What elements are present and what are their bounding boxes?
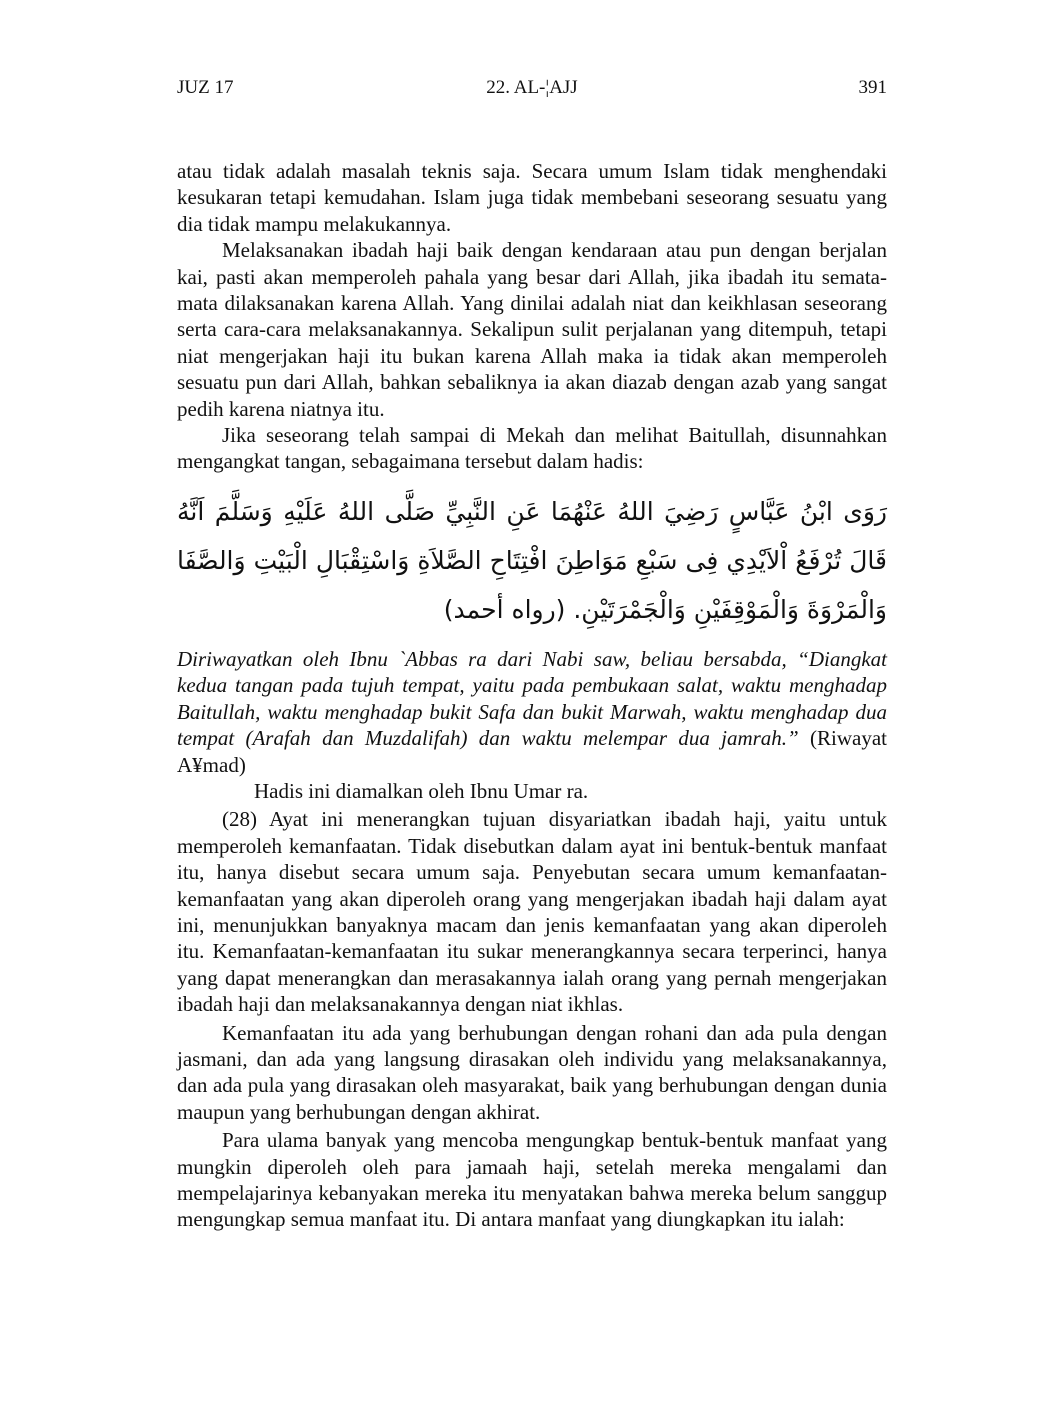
- translation-text: Diriwayatkan oleh Ibnu `Abbas ra dari Nabi saw, beliau bersabda, “Diangkat kedua tangan pada tujuh tempat, yaitu pada pembukaan salat, waktu menghadap Baitullah, waktu menghadap bukit Safa dan bukit Marwah, waktu menghadap dua tempat (Arafah dan Muzdalifah) dan waktu melempar dua jamrah.”: [177, 646, 887, 751]
- hadith-translation: [177, 646, 887, 778]
- paragraph-2: Melaksanakan ibadah haji baik dengan kendaraan atau pun dengan berjalan kai, pasti akan memperoleh pahala yang besar dari Allah, jika ibadah itu semata-mata dilaksanakan karena Allah. Yang dinilai adalah niat dan keikhlasan seseorang serta cara-cara melaksanakannya. Sekalipun sulit perjalanan yang ditempuh, tetapi niat mengerjakan haji itu bukan karena Allah maka ia tidak akan memperoleh sesuatu pun dari Allah, bahkan sebaliknya ia akan diazab dengan azab yang sangat pedih karena niatnya itu.: [177, 238, 887, 421]
- juz-label: JUZ 17: [177, 77, 234, 98]
- paragraph-3: Jika seseorang telah sampai di Mekah dan melihat Baitullah, disunnahkan mengangkat tangan, sebagaimana tersebut dalam hadis:: [177, 423, 887, 474]
- surah-title: 22. AL-¦AJJ: [486, 77, 578, 98]
- arabic-hadith: رَوَى ابْنُ عَبَّاسٍ رَضِيَ اللهُ عَنْهُمَا عَنِ النَّبِيِّ صَلَّى اللهُ عَلَيْهِ وَسَلَّمَ اَنَّهُ قَالَ تُرْفَعُ اْلاَيْدِي فِى سَبْعِ مَوَاطِنَ افْتِتَاحِ الصَّلاَةِ وَاسْتِقْبَالِ الْبَيْتِ وَالصَّفَا وَالْمَرْوَةَ وَالْمَوْقِفَيْنِ وَالْجَمْرَتَيْنِ. (رواه أحمد): [177, 496, 887, 624]
- paragraph-5: Kemanfaatan itu ada yang berhubungan dengan rohani dan ada pula dengan jasmani, dan ada yang langsung dirasakan oleh individu yang melaksanakannya, dan ada pula yang dirasakan oleh masyarakat, baik yang berhubungan dengan dunia maupun yang berhubungan dengan akhirat.: [177, 1020, 887, 1124]
- paragraph-1: atau tidak adalah masalah teknis saja. Secara umum Islam tidak menghendaki kesukaran tetapi kemudahan. Islam juga tidak membebani seseorang sesuatu yang dia tidak mampu melakukannya.: [177, 159, 887, 236]
- translation-source: (Riwayat A¥mad): [177, 726, 888, 777]
- page-body: [177, 158, 887, 1233]
- hadith-note: Hadis ini diamalkan oleh Ibnu Umar ra.: [254, 778, 589, 803]
- page-number: 391: [858, 77, 887, 98]
- paragraph-6: Para ulama banyak yang mencoba mengungkap bentuk-bentuk manfaat yang mungkin diperoleh oleh para jamaah haji, setelah mereka mengalami dan mempelajarinya kebanyakan mereka itu menyatakan bahwa mereka belum sanggup mengungkap semua manfaat itu. Di antara manfaat yang diungkapkan itu ialah:: [177, 1128, 887, 1232]
- running-header: [177, 74, 887, 102]
- paragraph-4: (28) Ayat ini menerangkan tujuan disyariatkan ibadah haji, yaitu untuk memperoleh kemanfaatan. Tidak disebutkan dalam ayat ini bentuk-bentuk manfaat itu, hanya disebut secara umum saja. Penyebutan secara umum kemanfaatan-kemanfaatan yang akan diperoleh orang yang mengerjakan ibadah haji dalam ayat ini, menunjukkan banyaknya macam dan jenis kemanfaatan yang akan diperoleh itu. Kemanfaatan-kemanfaatan itu sukar menerangkannya secara terperinci, hanya yang dapat menerangkan dan merasakannya ialah orang yang pernah mengerjakan ibadah haji dan melaksanakannya dengan niat ikhlas.: [177, 807, 887, 1017]
